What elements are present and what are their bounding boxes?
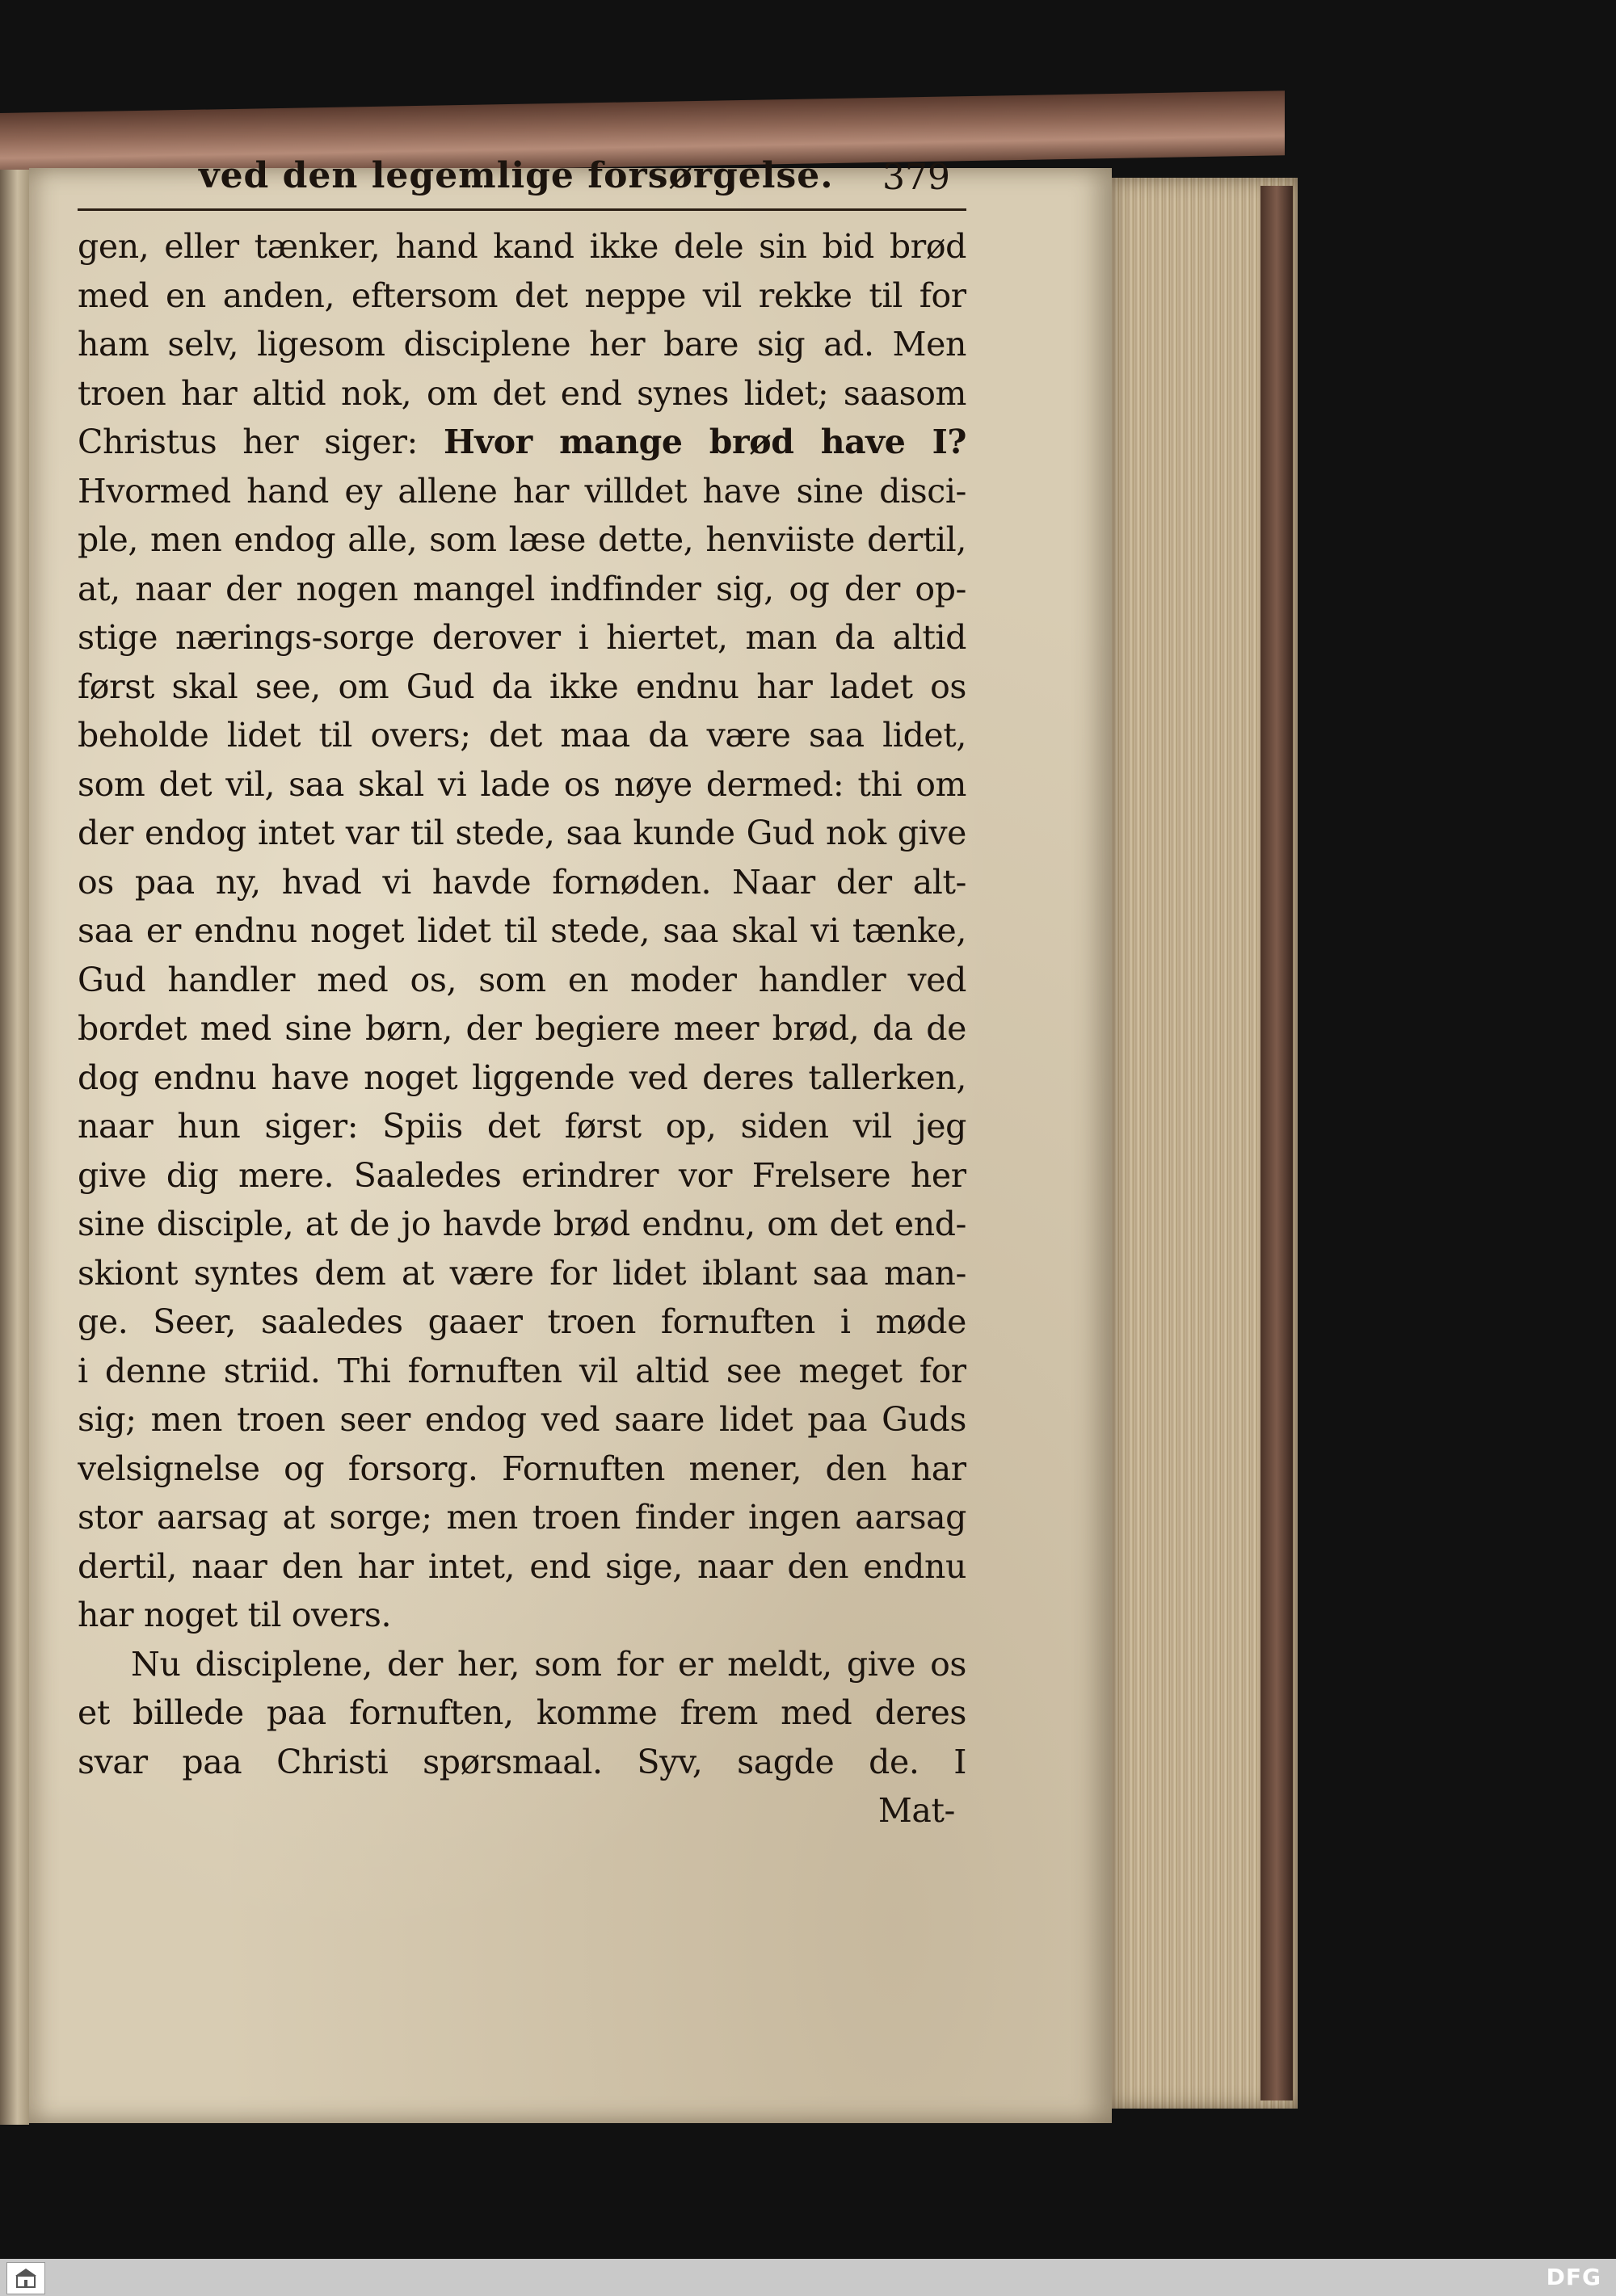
text-line: svar paa Christi spørsmaal. Syv, sagde de. I (78, 1742, 966, 1781)
text-line: sine disciple, at de jo havde brød endnu, om det end- (78, 1205, 966, 1243)
library-logo-icon (6, 2262, 45, 2294)
text-line: med en anden, eftersom det neppe vil rekke til for (78, 275, 966, 315)
text-line: at, naar der nogen mangel indfinder sig, og der op- (78, 569, 966, 608)
text-line: give dig mere. Saaledes erindrer vor Frelsere her (78, 1155, 966, 1195)
text-line: Hvormed hand ey allene har villdet have sine disci- (78, 471, 966, 511)
text-block (78, 152, 966, 1836)
running-head (78, 152, 966, 211)
text-line: os paa ny, hvad vi havde fornøden. Naar der alt- (78, 862, 966, 902)
viewer-footer-bar (0, 2259, 1616, 2296)
text-line-plain: Christus her siger: (78, 423, 418, 461)
text-line: dertil, naar den har intet, end sige, naar den endnu (78, 1546, 966, 1586)
text-line: sig; men troen seer endog ved saare lidet paa Guds (78, 1400, 966, 1439)
text-line: gen, eller tænker, hand kand ikke dele sin bid brød (78, 227, 966, 266)
book-cover-edge (1260, 186, 1293, 2100)
text-line-paragraph-start: Nu disciplene, der her, som for er meldt, give os (131, 1644, 966, 1684)
text-line-with-bold (78, 418, 966, 467)
text-line: har noget til overs. (78, 1596, 392, 1634)
running-head-title: ved den legemlige forsørgelse. (199, 155, 834, 196)
text-line: saa er endnu noget lidet til stede, saa skal vi tænke, (78, 911, 966, 950)
text-line: der endog intet var til stede, saa kunde Gud nok give (78, 814, 966, 852)
text-line: ham selv, ligesom disciplene her bare sig ad. Men (78, 325, 966, 364)
dfg-logo: DFG (1546, 2264, 1601, 2290)
text-line: skiont syntes dem at være for lidet iblant saa man- (78, 1253, 966, 1293)
text-line: som det vil, saa skal vi lade os nøye dermed: thi om (78, 764, 966, 804)
text-line: ple, men endog alle, som læse dette, henviiste dertil, (78, 520, 966, 559)
text-line: troen har altid nok, om det end synes lidet; saasom (78, 373, 966, 413)
page-number: 379 (882, 157, 950, 198)
text-line: velsignelse og forsorg. Fornuften mener, den har (78, 1449, 966, 1488)
text-line: i denne striid. Thi fornuften vil altid see meget for (78, 1351, 966, 1390)
text-line: stor aarsag at sorge; men troen finder ingen aarsag (78, 1498, 966, 1537)
text-line: dog endnu have noget liggende ved deres tallerken, (78, 1058, 966, 1097)
text-line-bold: Hvor mange brød have I? (443, 423, 966, 461)
text-line: ge. Seer, saaledes gaaer troen fornuften i møde (78, 1302, 966, 1341)
text-line: et billede paa fornuften, komme frem med deres (78, 1693, 966, 1732)
text-line: stige nærings-sorge derover i hiertet, man da altid (78, 618, 966, 657)
text-line: Gud handler med os, som en moder handler ved (78, 960, 966, 999)
text-line: beholde lidet til overs; det maa da være saa lidet, (78, 716, 966, 755)
text-line: bordet med sine børn, der begiere meer brød, da de (78, 1009, 966, 1048)
text-line: naar hun siger: Spiis det først op, siden vil jeg (78, 1107, 966, 1146)
text-line: først skal see, om Gud da ikke endnu har ladet os (78, 667, 966, 706)
catchword: Mat- (877, 1791, 955, 1830)
left-page-edge (0, 170, 29, 2125)
